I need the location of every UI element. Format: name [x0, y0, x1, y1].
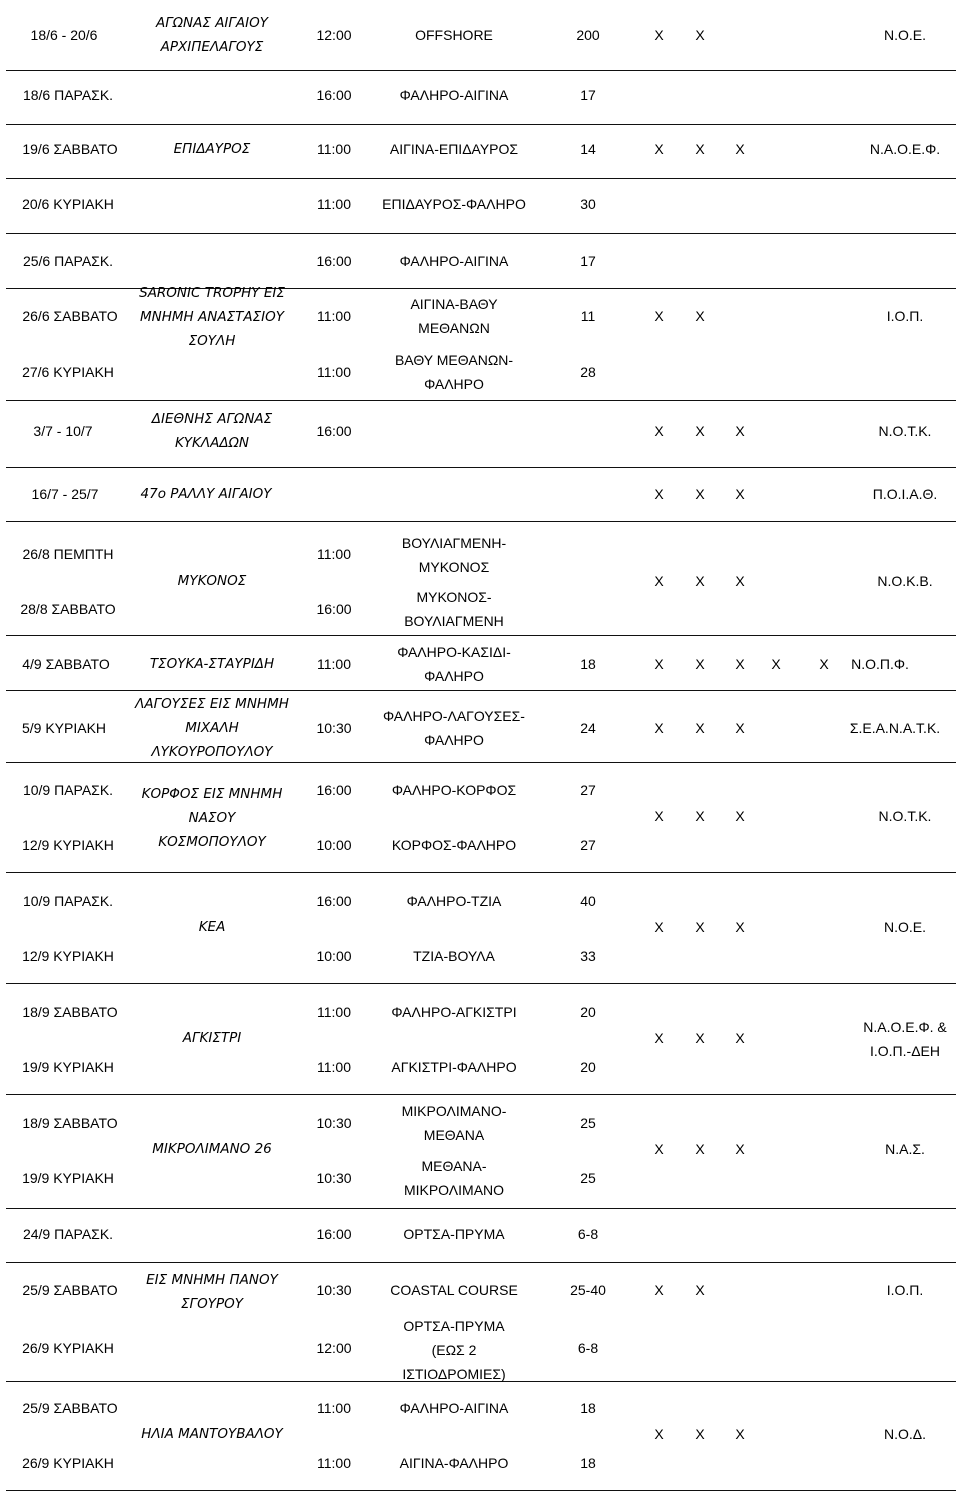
class-mark: Χ: [695, 308, 705, 324]
class-mark: Χ: [654, 486, 664, 502]
race-time: 10:30: [316, 720, 352, 736]
race-event: ΚΟΡΦΟΣ ΕΙΣ ΜΝΗΜΗ ΝΑΣΟΥ ΚΟΣΜΟΠΟΥΛΟΥ: [141, 786, 283, 850]
race-route: ΦΑΛΗΡΟ-ΛΑΓΟΥΣΕΣ- ΦΑΛΗΡΟ: [383, 708, 525, 748]
class-mark: Χ: [654, 919, 664, 935]
class-mark: Χ: [654, 1141, 664, 1157]
race-route: ΦΑΛΗΡΟ-ΚΟΡΦΟΣ: [391, 782, 517, 798]
row-divider: [6, 983, 956, 984]
race-miles: 14: [580, 141, 596, 157]
race-route: ΑΙΓΙΝΑ-ΦΑΛΗΡΟ: [399, 1455, 509, 1471]
race-route: ΜΥΚΟΝΟΣ- ΒΟΥΛΙΑΓΜΕΝΗ: [404, 589, 504, 629]
race-time: 16:00: [316, 601, 352, 617]
row-divider: [6, 233, 956, 234]
race-time: 10:00: [316, 837, 352, 853]
class-mark: Χ: [771, 656, 781, 672]
row-divider: [6, 178, 956, 179]
class-mark: Χ: [695, 808, 705, 824]
race-route: ΜΕΘΑΝΑ- ΜΙΚΡΟΛΙΜΑΝΟ: [403, 1158, 505, 1198]
race-date: 26/6 ΣΑΒΒΑΤΟ: [22, 308, 118, 324]
race-miles: 33: [580, 948, 596, 964]
class-mark: Χ: [654, 573, 664, 589]
race-date: 26/9 ΚΥΡΙΑΚΗ: [22, 1340, 114, 1356]
race-date: 18/9 ΣΑΒΒΑΤΟ: [22, 1115, 118, 1131]
class-mark: Χ: [654, 1030, 664, 1046]
race-date: 10/9 ΠΑΡΑΣΚ.: [22, 782, 114, 798]
race-miles: 18: [580, 1400, 596, 1416]
organizer: Ι.Ο.Π.: [886, 1282, 924, 1298]
class-mark: Χ: [695, 573, 705, 589]
organizer: Π.Ο.Ι.Α.Θ.: [872, 486, 938, 502]
class-mark: Χ: [695, 1282, 705, 1298]
race-date: 28/8 ΣΑΒΒΑΤΟ: [20, 601, 116, 617]
race-date: 25/9 ΣΑΒΒΑΤΟ: [22, 1282, 118, 1298]
race-miles: 28: [580, 364, 596, 380]
race-date: 18/9 ΣΑΒΒΑΤΟ: [22, 1004, 118, 1020]
race-miles: 17: [580, 253, 596, 269]
race-miles: 25: [580, 1115, 596, 1131]
race-time: 16:00: [316, 1226, 352, 1242]
race-event: ΗΛΙΑ ΜΑΝΤΟΥΒΑΛΟΥ: [141, 1426, 283, 1442]
class-mark: Χ: [735, 1426, 745, 1442]
race-route: ΚΟΡΦΟΣ-ΦΑΛΗΡΟ: [391, 837, 517, 853]
row-divider: [6, 521, 956, 522]
class-mark: Χ: [695, 720, 705, 736]
class-mark: Χ: [695, 1426, 705, 1442]
row-divider: [6, 1262, 956, 1263]
race-event: ΔΙΕΘΝΗΣ ΑΓΩΝΑΣ ΚΥΚΛΑΔΩΝ: [151, 411, 273, 451]
class-mark: Χ: [695, 656, 705, 672]
class-mark: Χ: [654, 308, 664, 324]
organizer: Ν.Ο.Τ.Κ.: [878, 808, 932, 824]
race-date: 12/9 ΚΥΡΙΑΚΗ: [22, 837, 114, 853]
row-divider: [6, 1094, 956, 1095]
class-mark: Χ: [735, 423, 745, 439]
class-mark: Χ: [735, 1141, 745, 1157]
row-divider: [6, 124, 956, 125]
row-divider: [6, 467, 956, 468]
race-date: 26/9 ΚΥΡΙΑΚΗ: [22, 1455, 114, 1471]
race-miles: 40: [580, 893, 596, 909]
race-miles: 17: [580, 87, 596, 103]
race-miles: 18: [580, 656, 596, 672]
race-route: ΤΖΙΑ-ΒΟΥΛΑ: [413, 948, 495, 964]
race-route: ΦΑΛΗΡΟ-ΤΖΙΑ: [406, 893, 502, 909]
race-miles: 200: [576, 27, 600, 43]
race-route: ΜΙΚΡΟΛΙΜΑΝΟ- ΜΕΘΑΝΑ: [401, 1103, 507, 1143]
race-event: ΜΙΚΡΟΛΙΜΑΝΟ 26: [152, 1141, 272, 1157]
class-mark: Χ: [695, 141, 705, 157]
race-miles: 18: [580, 1455, 596, 1471]
row-divider: [6, 1208, 956, 1209]
race-event: ΕΙΣ ΜΝΗΜΗ ΠΑΝΟΥ ΣΓΟΥΡΟΥ: [146, 1272, 278, 1312]
race-event: 47ο ΡΑΛΛΥ ΑΙΓΑΙΟΥ: [140, 486, 272, 502]
race-route: ΦΑΛΗΡΟ-ΑΙΓΙΝΑ: [399, 87, 509, 103]
race-date: 24/9 ΠΑΡΑΣΚ.: [22, 1226, 114, 1242]
row-divider: [6, 690, 956, 691]
race-date: 19/6 ΣΑΒΒΑΤΟ: [22, 141, 118, 157]
class-mark: Χ: [695, 486, 705, 502]
race-miles: 6-8: [577, 1226, 599, 1242]
race-route: ΑΓΚΙΣΤΡΙ-ΦΑΛΗΡΟ: [391, 1059, 517, 1075]
race-time: 16:00: [316, 253, 352, 269]
race-time: 11:00: [317, 308, 351, 324]
organizer: Ν.Ο.Ε.: [883, 919, 927, 935]
class-mark: Χ: [654, 27, 664, 43]
race-time: 10:00: [316, 948, 352, 964]
race-miles: 20: [580, 1059, 596, 1075]
race-date: 25/9 ΣΑΒΒΑΤΟ: [22, 1400, 118, 1416]
row-divider: [6, 1490, 956, 1491]
class-mark: Χ: [695, 1030, 705, 1046]
race-date: 19/9 ΚΥΡΙΑΚΗ: [22, 1170, 114, 1186]
race-date: 18/6 - 20/6: [30, 27, 98, 43]
race-route: ΟΡΤΣΑ-ΠΡΥΜΑ: [403, 1226, 505, 1242]
race-time: 12:00: [316, 27, 352, 43]
race-miles: 24: [580, 720, 596, 736]
race-time: 10:30: [316, 1115, 352, 1131]
race-time: 11:00: [317, 1455, 351, 1471]
race-time: 10:30: [316, 1170, 352, 1186]
organizer: Ν.Α.Ο.Ε.Φ. &: [863, 1019, 947, 1035]
race-route: ΕΠΙΔΑΥΡΟΣ-ΦΑΛΗΡΟ: [382, 196, 526, 212]
race-route: ΦΑΛΗΡΟ-ΑΙΓΙΝΑ: [399, 1400, 509, 1416]
organizer: Ι.Ο.Π.: [886, 308, 924, 324]
class-mark: Χ: [735, 141, 745, 157]
race-date: 16/7 - 25/7: [31, 486, 99, 502]
race-event: ΑΓΩΝΑΣ ΑΙΓΑΙΟΥ ΑΡΧΙΠΕΛΑΓΟΥΣ: [155, 15, 269, 55]
race-event: ΤΣΟΥΚΑ-ΣΤΑΥΡΙΔΗ: [149, 656, 275, 672]
race-time: 10:30: [316, 1282, 352, 1298]
row-divider: [6, 872, 956, 873]
race-date: 25/6 ΠΑΡΑΣΚ.: [22, 253, 114, 269]
race-date: 12/9 ΚΥΡΙΑΚΗ: [22, 948, 114, 964]
race-route: ΟΡΤΣΑ-ΠΡΥΜΑ (ΕΩΣ 2 ΙΣΤΙΟΔΡΟΜΙΕΣ): [402, 1318, 506, 1382]
race-miles: 27: [580, 837, 596, 853]
class-mark: Χ: [654, 720, 664, 736]
race-miles: 25-40: [570, 1282, 606, 1298]
race-route: ΦΑΛΗΡΟ-ΑΙΓΙΝΑ: [399, 253, 509, 269]
race-date: 20/6 ΚΥΡΙΑΚΗ: [22, 196, 114, 212]
race-date: 5/9 ΚΥΡΙΑΚΗ: [21, 720, 107, 736]
race-miles: 25: [580, 1170, 596, 1186]
race-time: 11:00: [317, 1004, 351, 1020]
race-time: 12:00: [316, 1340, 352, 1356]
race-time: 16:00: [316, 782, 352, 798]
organizer: Ν.Ο.Ε.: [883, 27, 927, 43]
race-event: ΛΑΓΟΥΣΕΣ ΕΙΣ ΜΝΗΜΗ ΜΙΧΑΛΗ ΛΥΚΟΥΡΟΠΟΥΛΟΥ: [135, 696, 289, 760]
class-mark: Χ: [654, 1426, 664, 1442]
race-route: ΑΙΓΙΝΑ-ΕΠΙΔΑΥΡΟΣ: [389, 141, 519, 157]
organizer: Ν.Ο.Κ.Β.: [877, 573, 933, 589]
race-event: ΚΕΑ: [198, 919, 226, 935]
race-route: ΦΑΛΗΡΟ-ΚΑΣΙΔΙ- ΦΑΛΗΡΟ: [397, 644, 511, 684]
class-mark: Χ: [735, 573, 745, 589]
race-event: ΑΓΚΙΣΤΡΙ: [182, 1030, 242, 1046]
row-divider: [6, 400, 956, 401]
race-time: 11:00: [317, 364, 351, 380]
race-time: 11:00: [317, 1400, 351, 1416]
class-mark: Χ: [735, 1030, 745, 1046]
race-route: ΒΑΘΥ ΜΕΘΑΝΩΝ- ΦΑΛΗΡΟ: [394, 352, 514, 392]
class-mark: Χ: [654, 423, 664, 439]
class-mark: Χ: [695, 1141, 705, 1157]
organizer: Ν.Ο.Π.Φ.: [851, 656, 909, 672]
race-date: 4/9 ΣΑΒΒΑΤΟ: [22, 656, 110, 672]
race-route: COASTAL COURSE: [390, 1282, 518, 1298]
race-time: 11:00: [317, 196, 351, 212]
race-time: 16:00: [316, 423, 352, 439]
race-date: 19/9 ΚΥΡΙΑΚΗ: [22, 1059, 114, 1075]
race-route: ΑΙΓΙΝΑ-ΒΑΘΥ ΜΕΘΑΝΩΝ: [410, 296, 498, 336]
race-miles: 30: [580, 196, 596, 212]
class-mark: Χ: [654, 656, 664, 672]
organizer: Ι.Ο.Π.-ΔΕΗ: [869, 1043, 941, 1059]
race-date: 27/6 ΚΥΡΙΑΚΗ: [22, 364, 114, 380]
race-event: ΜΥΚΟΝΟΣ: [177, 573, 247, 589]
class-mark: Χ: [654, 1282, 664, 1298]
organizer: Ν.Ο.Δ.: [883, 1426, 927, 1442]
race-date: 3/7 - 10/7: [33, 423, 93, 439]
race-time: 16:00: [316, 87, 352, 103]
class-mark: Χ: [735, 486, 745, 502]
organizer: Ν.Α.Ο.Ε.Φ.: [869, 141, 941, 157]
race-time: 16:00: [316, 893, 352, 909]
race-miles: 27: [580, 782, 596, 798]
class-mark: Χ: [654, 141, 664, 157]
race-time: 11:00: [317, 1059, 351, 1075]
class-mark: Χ: [654, 808, 664, 824]
row-divider: [6, 635, 956, 636]
race-time: 11:00: [317, 656, 351, 672]
race-route: ΒΟΥΛΙΑΓΜΕΝΗ- ΜΥΚΟΝΟΣ: [401, 535, 507, 575]
class-mark: Χ: [819, 656, 829, 672]
class-mark: Χ: [735, 720, 745, 736]
organizer: Ν.Ο.Τ.Κ.: [878, 423, 932, 439]
race-date: 18/6 ΠΑΡΑΣΚ.: [22, 87, 114, 103]
race-miles: 6-8: [577, 1340, 599, 1356]
race-route: ΦΑΛΗΡΟ-ΑΓΚΙΣΤΡΙ: [391, 1004, 517, 1020]
race-miles: 11: [580, 308, 596, 324]
row-divider: [6, 70, 956, 71]
class-mark: Χ: [695, 919, 705, 935]
race-miles: 20: [580, 1004, 596, 1020]
organizer: Σ.Ε.Α.Ν.Α.Τ.Κ.: [849, 720, 941, 736]
race-date: 26/8 ΠΕΜΠΤΗ: [22, 546, 114, 562]
class-mark: Χ: [695, 423, 705, 439]
race-route: OFFSHORE: [415, 27, 493, 43]
class-mark: Χ: [735, 919, 745, 935]
class-mark: Χ: [735, 808, 745, 824]
race-time: 11:00: [317, 141, 351, 157]
race-time: 11:00: [317, 546, 351, 562]
organizer: Ν.Α.Σ.: [885, 1141, 925, 1157]
class-mark: Χ: [695, 27, 705, 43]
class-mark: Χ: [735, 656, 745, 672]
race-event: ΕΠΙΔΑΥΡΟΣ: [173, 141, 251, 157]
race-date: 10/9 ΠΑΡΑΣΚ.: [22, 893, 114, 909]
race-event: SARONIC TROPHY ΕΙΣ ΜΝΗΜΗ ΑΝΑΣΤΑΣΙΟΥ ΣΟΥΛΗ: [139, 285, 285, 349]
